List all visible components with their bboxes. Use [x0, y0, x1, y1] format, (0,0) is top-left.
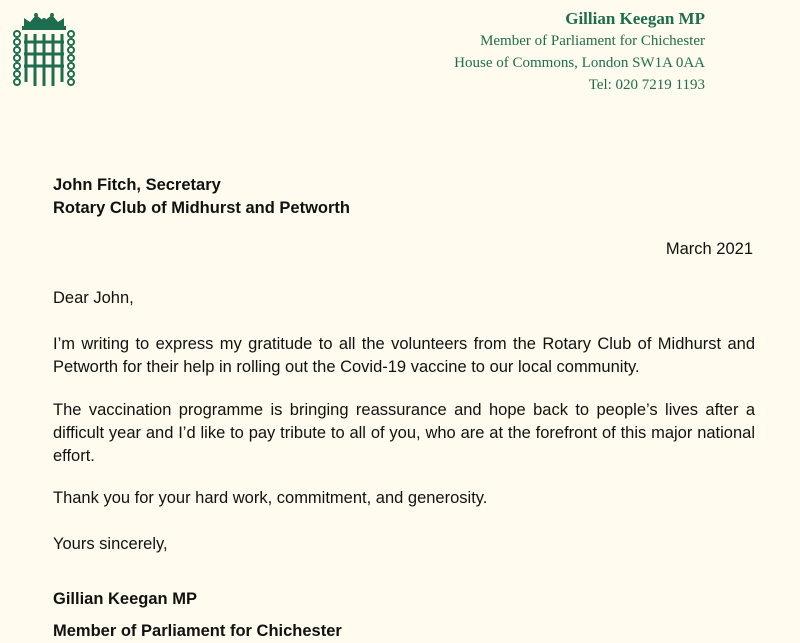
salutation: Dear John,: [53, 289, 134, 307]
recipient-block: [53, 174, 755, 220]
closing: Yours sincerely,: [53, 535, 168, 553]
portcullis-logo-icon: [12, 12, 76, 90]
letterhead-phone: Tel: 020 7219 1193: [588, 77, 705, 93]
signature-name: Gillian Keegan MP: [53, 590, 197, 608]
letter-date: March 2021: [665, 240, 753, 258]
letterhead-name: Gillian Keegan MP: [565, 9, 705, 28]
recipient-line-2: Rotary Club of Midhurst and Petworth: [53, 199, 350, 217]
paragraph-tribute: The vaccination programme is bringing reassurance and hope back to people’s lives after a difficult year and I’d like to pay tribute to all of you, who are at the forefront of this major national effort.: [53, 401, 755, 465]
letterhead-title: Member of Parliament for Chichester: [480, 33, 705, 49]
letterhead: [454, 8, 705, 96]
signature-title: Member of Parliament for Chichester: [53, 622, 342, 640]
paragraph-gratitude: I’m writing to express my gratitude to all the volunteers from the Rotary Club of Midhurst and Petworth for their help in rolling out the Covid-19 vaccine to our local community.: [53, 335, 755, 376]
recipient-line-1: John Fitch, Secretary: [53, 176, 221, 194]
paragraph-thanks: Thank you for your hard work, commitment, and generosity.: [53, 489, 488, 507]
letterhead-address: House of Commons, London SW1A 0AA: [454, 55, 705, 71]
